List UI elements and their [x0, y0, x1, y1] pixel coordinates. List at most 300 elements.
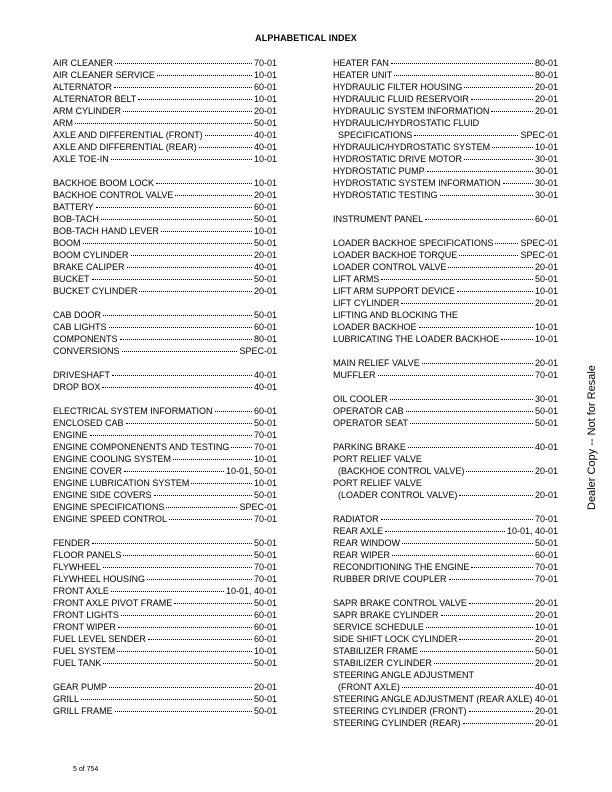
dot-leader	[391, 63, 533, 64]
dot-leader	[111, 159, 252, 160]
index-entry	[333, 453, 558, 465]
index-entry-label: LIFT ARMS	[333, 274, 380, 284]
index-entry-label: BACKHOE BOOM LOCK	[53, 178, 155, 188]
index-spacer	[333, 225, 558, 237]
index-entry-page: 50-01	[253, 658, 277, 668]
index-entry	[53, 693, 277, 705]
index-entry	[333, 597, 558, 609]
index-entry	[53, 237, 277, 249]
dot-leader	[422, 363, 533, 364]
index-entry	[333, 633, 558, 645]
index-entry-label: MAIN RELIEF VALVE	[333, 358, 420, 368]
index-entry	[53, 609, 277, 621]
index-entry	[53, 141, 277, 153]
dot-leader	[115, 63, 252, 64]
index-entry-page: 10-01	[253, 154, 277, 164]
dot-leader	[441, 615, 533, 616]
index-entry	[333, 297, 558, 309]
dot-leader	[148, 639, 252, 640]
index-entry-page: 20-01	[534, 706, 558, 716]
dot-leader	[114, 87, 252, 88]
index-entry-page: 20-01	[534, 490, 558, 500]
dot-leader	[495, 243, 518, 244]
dot-leader	[394, 75, 533, 76]
index-entry	[333, 153, 558, 165]
index-entry-page: 40-01	[534, 682, 558, 692]
index-entry-page: 10-01	[534, 334, 558, 344]
index-entry-label: DRIVESHAFT	[53, 370, 111, 380]
dot-leader	[419, 327, 533, 328]
dot-leader	[124, 471, 224, 472]
index-entry	[333, 537, 558, 549]
index-entry-label: LIFT ARM SUPPORT DEVICE	[333, 286, 456, 296]
index-entry	[333, 717, 558, 729]
index-entry	[53, 441, 277, 453]
dot-leader	[131, 255, 252, 256]
index-entry-page: 50-01	[253, 118, 277, 128]
dot-leader	[101, 219, 252, 220]
index-entry-page: 40-01	[534, 694, 558, 704]
index-entry	[53, 561, 277, 573]
index-entry	[53, 117, 277, 129]
index-entry	[333, 393, 558, 405]
dot-leader	[426, 627, 533, 628]
index-spacer	[53, 357, 277, 369]
index-entry-page: 20-01	[534, 106, 558, 116]
index-entry-page: 10-01	[534, 142, 558, 152]
index-entry-page: 20-01	[253, 286, 277, 296]
index-entry	[53, 381, 277, 393]
index-entry-label: RECONDITIONING THE ENGINE	[333, 562, 470, 572]
dot-leader	[120, 339, 252, 340]
dot-leader	[463, 723, 533, 724]
index-entry-label: ENGINE	[53, 430, 88, 440]
index-entry-page: 20-01	[534, 634, 558, 644]
index-entry	[53, 705, 277, 717]
index-entry-page: 20-01	[253, 190, 277, 200]
index-entry	[333, 369, 558, 381]
dot-leader	[126, 423, 252, 424]
index-entry	[333, 273, 558, 285]
index-entry-label: LOADER BACKHOE	[333, 322, 417, 332]
index-entry	[53, 537, 277, 549]
index-entry-page: 80-01	[253, 334, 277, 344]
index-entry-label: STEERING ANGLE ADJUSTMENT	[333, 670, 475, 680]
index-entry-label: LIFT CYLINDER	[333, 298, 400, 308]
index-entry-label: PORT RELIEF VALVE	[333, 478, 422, 488]
dot-leader	[123, 111, 252, 112]
index-entry	[333, 249, 558, 261]
index-entry	[333, 117, 558, 129]
index-entry	[333, 669, 558, 681]
index-entry-label: PARKING BRAKE	[333, 442, 406, 452]
index-entry-page: 50-01	[253, 238, 277, 248]
index-entry-label: AIR CLEANER	[53, 58, 114, 68]
index-entry-label: FUEL SYSTEM	[53, 646, 116, 656]
index-entry	[333, 657, 558, 669]
index-spacer	[333, 345, 558, 357]
index-column-right	[333, 57, 558, 729]
index-entry-page: 20-01	[253, 250, 277, 260]
dot-leader	[434, 663, 533, 664]
dot-leader	[378, 375, 533, 376]
index-entry-page: 30-01	[534, 154, 558, 164]
index-entry-page: 20-01	[534, 598, 558, 608]
index-entry-page: 70-01	[534, 514, 558, 524]
index-entry	[333, 477, 558, 489]
index-entry-label: HEATER UNIT	[333, 70, 393, 80]
index-entry-label: FLOOR PANELS	[53, 550, 122, 560]
index-entry-page: 60-01	[534, 550, 558, 560]
dot-leader	[103, 567, 252, 568]
index-entry-label: STABILIZER CYLINDER	[333, 658, 432, 668]
dot-leader	[390, 399, 533, 400]
index-entry-page: 20-01	[534, 658, 558, 668]
index-entry-page: 50-01	[534, 538, 558, 548]
index-entry-page: 80-01	[534, 70, 558, 80]
dot-leader	[175, 195, 252, 196]
index-entry	[53, 105, 277, 117]
index-entry-label: ALTERNATOR	[53, 82, 113, 92]
index-entry-label: HYDROSTATIC DRIVE MOTOR	[333, 154, 463, 164]
index-entry-label: OPERATOR SEAT	[333, 418, 409, 428]
dot-leader	[392, 555, 533, 556]
dot-leader	[138, 99, 252, 100]
index-entry-label: ENGINE SPEED CONTROL	[53, 514, 168, 524]
index-entry	[53, 633, 277, 645]
index-entry-label: LUBRICATING THE LOADER BACKHOE	[333, 334, 500, 344]
dot-leader	[122, 351, 238, 352]
index-entry	[53, 189, 277, 201]
index-entry-label: FUEL LEVEL SENDER	[53, 634, 146, 644]
index-entry-label: REAR WINDOW	[333, 538, 400, 548]
index-entry-page: 60-01	[253, 610, 277, 620]
dot-leader	[402, 543, 533, 544]
index-entry	[53, 573, 277, 585]
index-entry-label: BACKHOE CONTROL VALVE	[53, 190, 174, 200]
index-entry-page: 40-01	[253, 370, 277, 380]
index-entry-label: SPECIFICATIONS	[338, 130, 413, 140]
index-entry-label: CONVERSIONS	[53, 346, 120, 356]
dot-leader	[157, 75, 252, 76]
index-entry	[333, 645, 558, 657]
index-entry	[333, 417, 558, 429]
dot-leader	[401, 303, 533, 304]
index-entry-label: BOOM	[53, 238, 81, 248]
index-entry-label: RUBBER DRIVE COUPLER	[333, 574, 447, 584]
index-entry	[333, 105, 558, 117]
index-entry-page: 50-01	[253, 310, 277, 320]
index-entry-label: SERVICE SCHEDULE	[333, 622, 424, 632]
index-entry-label: BATTERY	[53, 202, 94, 212]
index-entry-label: FENDER	[53, 538, 91, 548]
index-entry-page: 70-01	[253, 514, 277, 524]
index-entry-label: BOOM CYLINDER	[53, 250, 129, 260]
index-entry-page: 80-01	[534, 58, 558, 68]
index-entry-page: 20-01	[534, 94, 558, 104]
index-entry	[333, 489, 558, 501]
index-entry-label: LIFTING AND BLOCKING THE	[333, 310, 458, 320]
index-entry-label: BOB-TACH HAND LEVER	[53, 226, 159, 236]
index-entry-label: FRONT WIPER	[53, 622, 116, 632]
index-entry-page: 10-01	[253, 646, 277, 656]
dot-leader	[121, 615, 252, 616]
index-entry-label: HEATER FAN	[333, 58, 389, 68]
index-entry-label: OIL COOLER	[333, 394, 388, 404]
index-entry-page: 10-01	[253, 454, 277, 464]
index-entry-label: BUCKET	[53, 274, 90, 284]
index-entry-label: BRAKE CALIPER	[53, 262, 125, 272]
index-entry-label: HYDROSTATIC PUMP	[333, 166, 425, 176]
index-entry-page: 60-01	[253, 322, 277, 332]
index-entry-label: LOADER BACKHOE TORQUE	[333, 250, 458, 260]
index-spacer	[333, 201, 558, 213]
index-entry-label: ALTERNATOR BELT	[53, 94, 137, 104]
index-entry-page: 10-01	[253, 178, 277, 188]
index-entry-page: 50-01	[534, 274, 558, 284]
dot-leader	[118, 627, 252, 628]
index-entry	[53, 261, 277, 273]
index-entry-page: 10-01	[253, 94, 277, 104]
index-entry-label: OPERATOR CAB	[333, 406, 404, 416]
dot-leader	[448, 267, 533, 268]
index-spacer	[333, 381, 558, 393]
index-entry-label: BUCKET CYLINDER	[53, 286, 138, 296]
index-entry	[333, 177, 558, 189]
index-entry-page: 70-01	[253, 430, 277, 440]
index-entry	[333, 261, 558, 273]
index-entry-page: 10-01	[534, 286, 558, 296]
index-entry	[333, 129, 558, 141]
index-entry-label: ENGINE COVER	[53, 466, 123, 476]
index-entry	[333, 705, 558, 717]
dot-leader	[381, 279, 533, 280]
dot-leader	[449, 579, 533, 580]
index-entry-label: (LOADER CONTROL VALVE)	[338, 490, 458, 500]
index-entry	[333, 609, 558, 621]
index-entry	[333, 513, 558, 525]
index-entry-label: SAPR BRAKE CYLINDER	[333, 610, 439, 620]
index-entry-page: 30-01	[534, 394, 558, 404]
dot-leader	[103, 315, 252, 316]
index-entry-page: 60-01	[253, 202, 277, 212]
index-entry	[53, 309, 277, 321]
index-entry-page: SPEC-01	[520, 130, 558, 140]
dot-leader	[147, 579, 252, 580]
index-entry-label: SIDE SHIFT LOCK CYLINDER	[333, 634, 458, 644]
dot-leader	[109, 687, 252, 688]
index-spacer	[53, 525, 277, 537]
dot-leader	[191, 483, 252, 484]
index-entry	[53, 81, 277, 93]
index-entry	[333, 189, 558, 201]
index-entry-page: 70-01	[253, 574, 277, 584]
index-entry-page: 40-01	[534, 442, 558, 452]
index-entry-page: 10-01, 40-01	[225, 586, 277, 596]
index-entry	[333, 165, 558, 177]
index-entry-label: GRILL FRAME	[53, 706, 113, 716]
dot-leader	[464, 87, 533, 88]
index-entry	[53, 501, 277, 513]
index-entry-page: 60-01	[253, 82, 277, 92]
index-entry	[53, 129, 277, 141]
dot-leader	[205, 135, 252, 136]
index-spacer	[333, 585, 558, 597]
index-entry-label: (FRONT AXLE)	[338, 682, 400, 692]
dot-leader	[503, 183, 533, 184]
index-entry	[53, 429, 277, 441]
index-entry-label: STABILIZER FRAME	[333, 646, 418, 656]
dot-leader	[410, 423, 533, 424]
index-entry-label: FRONT AXLE PIVOT FRAME	[53, 598, 173, 608]
dot-leader	[109, 327, 252, 328]
dot-leader	[75, 123, 252, 124]
index-entry-page: 50-01	[534, 646, 558, 656]
dot-leader	[427, 171, 533, 172]
index-entry	[53, 201, 277, 213]
index-entry-label: HYDROSTATIC TESTING	[333, 190, 438, 200]
index-entry-label: PORT RELIEF VALVE	[333, 454, 422, 464]
index-entry-label: ENGINE COMPONENENTS AND TESTING	[53, 442, 230, 452]
dot-leader	[469, 711, 533, 712]
index-entry	[333, 357, 558, 369]
index-entry	[53, 597, 277, 609]
index-column-left	[53, 57, 277, 717]
index-entry	[333, 57, 558, 69]
dot-leader	[440, 195, 533, 196]
index-entry-page: SPEC-01	[239, 346, 277, 356]
index-entry	[53, 513, 277, 525]
dot-leader	[420, 651, 533, 652]
index-entry	[53, 549, 277, 561]
watermark-note: Dealer Copy -- Not for Resale	[586, 365, 598, 510]
index-entry	[53, 645, 277, 657]
dot-leader	[459, 639, 533, 640]
index-entry-label: FRONT LIGHTS	[53, 610, 119, 620]
index-entry-page: 20-01	[534, 610, 558, 620]
index-entry-page: 60-01	[253, 622, 277, 632]
index-entry-label: AXLE AND DIFFERENTIAL (FRONT)	[53, 130, 203, 140]
index-entry-page: 70-01	[534, 574, 558, 584]
dot-leader	[166, 507, 237, 508]
index-entry-label: COMPONENTS	[53, 334, 118, 344]
dot-leader	[385, 531, 505, 532]
index-entry-page: 70-01	[253, 562, 277, 572]
dot-leader	[491, 111, 533, 112]
dot-leader	[199, 147, 252, 148]
index-entry-label: HYDRAULIC FILTER HOUSING	[333, 82, 463, 92]
index-entry	[53, 621, 277, 633]
page-title: ALPHABETICAL INDEX	[255, 33, 357, 43]
index-entry-label: CAB LIGHTS	[53, 322, 107, 332]
dot-leader	[92, 543, 252, 544]
index-entry	[333, 465, 558, 477]
index-entry-page: 50-01	[253, 418, 277, 428]
index-entry-label: FLYWHEEL	[53, 562, 101, 572]
index-entry	[333, 237, 558, 249]
index-entry-page: 50-01	[253, 706, 277, 716]
dot-leader	[173, 459, 252, 460]
index-entry-label: RADIATOR	[333, 514, 379, 524]
dot-leader	[501, 339, 533, 340]
dot-leader	[81, 699, 252, 700]
index-entry	[333, 561, 558, 573]
index-entry-page: 40-01	[253, 142, 277, 152]
index-entry	[53, 489, 277, 501]
index-entry-label: HYDROSTATIC SYSTEM INFORMATION	[333, 178, 501, 188]
index-entry	[53, 273, 277, 285]
index-entry-label: LOADER BACKHOE SPECIFICATIONS	[333, 238, 494, 248]
index-entry	[333, 93, 558, 105]
dot-leader	[469, 603, 533, 604]
index-entry-page: 10-01	[534, 322, 558, 332]
index-entry-label: AXLE TOE-IN	[53, 154, 109, 164]
index-entry-label: STEERING CYLINDER (FRONT)	[333, 706, 467, 716]
index-entry-label: AXLE AND DIFFERENTIAL (REAR)	[53, 142, 197, 152]
dot-leader	[161, 231, 252, 232]
dot-leader	[231, 447, 252, 448]
index-entry-label: CAB DOOR	[53, 310, 102, 320]
dot-leader	[111, 591, 224, 592]
index-entry	[53, 417, 277, 429]
index-entry-label: FUEL TANK	[53, 658, 102, 668]
index-entry	[333, 573, 558, 585]
index-entry	[333, 405, 558, 417]
index-spacer	[333, 501, 558, 513]
dot-leader	[169, 519, 252, 520]
index-entry-page: 60-01	[534, 214, 558, 224]
index-entry-page: 50-01	[534, 418, 558, 428]
index-entry-page: 30-01	[534, 190, 558, 200]
index-entry-label: LOADER CONTROL VALVE	[333, 262, 447, 272]
index-entry-page: 20-01	[534, 82, 558, 92]
index-entry-label: STEERING CYLINDER (REAR)	[333, 718, 461, 728]
page-number: 5 of 754	[73, 766, 99, 773]
index-entry-label: ENGINE LUBRICATION SYSTEM	[53, 478, 190, 488]
index-entry	[53, 321, 277, 333]
index-entry	[53, 585, 277, 597]
index-entry-label: ELECTRICAL SYSTEM INFORMATION	[53, 406, 213, 416]
dot-leader	[459, 255, 518, 256]
index-entry-label: INSTRUMENT PANEL	[333, 214, 424, 224]
dot-leader	[96, 207, 252, 208]
index-entry-label: ENGINE SPECIFICATIONS	[53, 502, 165, 512]
index-entry	[53, 477, 277, 489]
dot-leader	[381, 519, 533, 520]
index-entry	[53, 177, 277, 189]
index-entry-label: MUFFLER	[333, 370, 376, 380]
index-spacer	[333, 429, 558, 441]
dot-leader	[466, 471, 533, 472]
index-entry-page: 70-01	[534, 562, 558, 572]
index-entry	[53, 153, 277, 165]
index-entry-label: SAPR BRAKE CONTROL VALVE	[333, 598, 467, 608]
index-entry-page: 20-01	[253, 106, 277, 116]
dot-leader	[492, 147, 533, 148]
index-entry-page: 10-01, 50-01	[225, 466, 277, 476]
index-entry-page: 50-01	[253, 538, 277, 548]
index-entry-page: 10-01	[253, 226, 277, 236]
index-entry-page: 70-01	[534, 370, 558, 380]
dot-leader	[471, 99, 533, 100]
dot-leader	[215, 411, 252, 412]
dot-leader	[402, 687, 533, 688]
index-entry	[333, 693, 558, 705]
index-entry-page: 40-01	[253, 382, 277, 392]
index-entry-label: BOB-TACH	[53, 214, 99, 224]
index-entry	[333, 321, 558, 333]
index-entry-page: 20-01	[534, 466, 558, 476]
